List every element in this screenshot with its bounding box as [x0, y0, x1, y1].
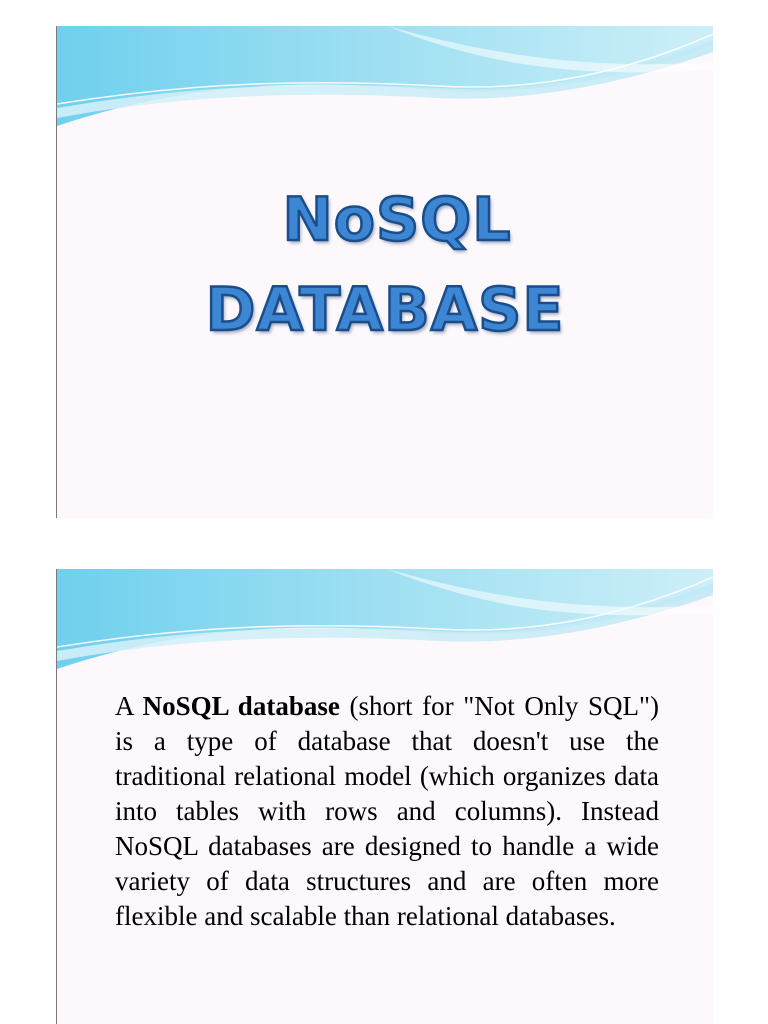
wave-header-decoration: [57, 26, 713, 136]
title-slide: [56, 26, 713, 518]
paragraph-lead: A: [115, 691, 143, 721]
definition-slide: [56, 569, 713, 1024]
paragraph-body: (short for "Not Only SQL") is a type of database that doesn't use the traditional relational model (which organizes data into tables with rows and columns). Instead NoSQL databases are designed to handle a wide variety of data structures and are often more flexible and scalable than relational databases.: [115, 691, 659, 931]
bold-term: NoSQL database: [142, 691, 340, 721]
wave-header-decoration: [57, 569, 713, 679]
slide-title-line-1: NoSQL: [282, 185, 512, 255]
definition-paragraph: [115, 689, 659, 934]
slide-title-line-2: DATABASE: [205, 275, 565, 345]
